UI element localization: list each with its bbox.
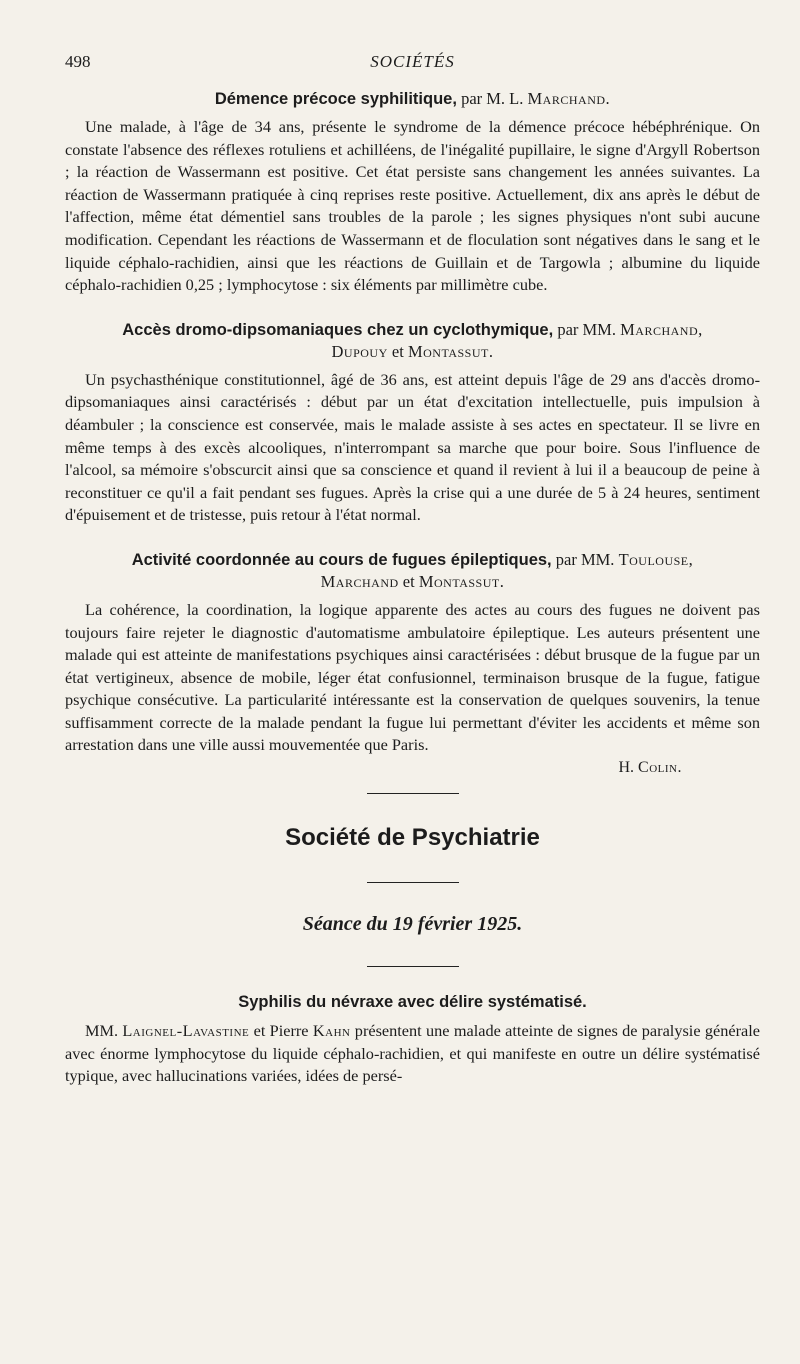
section-title-1-by: par M. L. [461, 89, 524, 108]
section-title-3-author-1: Toulouse, [618, 549, 694, 569]
society-title: Société de Psychiatrie [285, 824, 540, 852]
section-body-4-text: présentent une malade atteinte de signes de paralysie générale avec énorme lymphocytose du liquide céphalo-rachidien, et qui manifeste en outre un délire systématisé typique, avec hallucinations variées, idées de persé- [65, 1021, 761, 1086]
signature [65, 759, 682, 777]
signature-initial: H. [618, 759, 635, 777]
section-body-1: Une malade, à l'âge de 34 ans, présente le syndrome de la démence précoce hébéphrénique. On constate l'absence des réflexes rotuliens et achilléens, de l'inégalité pupillaire, le signe d'Argyll Robertson ; la réaction de Wassermann est positive. Cet état persiste sans changement les années suivantes. La réaction de Wassermann pratiquée à cinq reprises reste positive. Actuellement, dix ans après le début de l'affection, même état démentiel sans troubles de la parole ; les signes physiques n'ont subi aucune modification. Cependant les réactions de Wassermann et de floculation sont négatives dans le sang et le liquide céphalo-rachidien, ainsi que les réactions de Guillain et de Targowla ; albumine du liquide céphalo-rachidien 0,25 ; lymphocytose : six éléments par millimètre cube. [65, 117, 760, 295]
section-title-3-et: et [402, 571, 415, 591]
signature-name: Colin. [638, 759, 682, 777]
page-header [65, 52, 760, 74]
section-body-4-author-2: Kahn [312, 1021, 351, 1041]
section-title-4: Syphilis du névraxe avec délire systématisé. [238, 993, 587, 1012]
section-title-3-author-2: Marchand [320, 571, 399, 591]
page-content [65, 88, 760, 1088]
section-title-1-text: Démence précoce syphilitique, [214, 90, 457, 108]
session-date: Séance du 19 février 1925. [302, 913, 523, 936]
section-title-2-author-1: Marchand, [620, 319, 703, 339]
section-title-2 [65, 319, 760, 363]
section-title-1-authors: Marchand. [527, 89, 611, 108]
section-title-1 [65, 88, 760, 110]
section-title-3-by: par MM. [555, 549, 615, 569]
section-body-4-prefix: MM. [85, 1021, 119, 1041]
section-title-2-et: et [391, 341, 404, 361]
section-title-2-text: Accès dromo-dipsomaniaques chez un cyclothymique, [122, 320, 554, 339]
section-body-4 [65, 1020, 760, 1088]
section-title-2-author-2: Dupouy [331, 341, 388, 361]
section-title-2-by: par MM. [557, 319, 616, 339]
section-title-3-author-3: Montassut. [418, 571, 505, 591]
section-body-4-et: et Pierre [253, 1021, 309, 1041]
page-number: 498 [65, 52, 91, 71]
section-title-3-text: Activité coordonnée au cours de fugues épileptiques, [131, 550, 552, 569]
section-body-4-author-1: Laignel-Lavastine [122, 1021, 250, 1041]
running-head: SOCIÉTÉS [370, 52, 455, 71]
section-title-3 [65, 549, 760, 593]
section-title-2-author-3: Montassut. [407, 341, 494, 361]
section-body-3: La cohérence, la coordination, la logique apparente des actes au cours des fugues ne doivent pas toujours faire rejeter le diagnostic d'automatisme ambulatoire épileptique. Les auteurs présentent une malade qui est atteinte de manifestations psychiques ainsi caractérisées : début brusque de la fugue par un état vertigineux, absence de mobile, léger état confusionnel, terminaison brusque de la fugue, fatigue psychique consécutive. La particularité intéressante est la conservation de quelques souvenirs, la tenue suffisamment correcte de la malade pendant la fugue lui permettant d'éviter les accidents et même son arrestation dans une ville aussi mouvementée que Paris. [65, 599, 760, 755]
section-body-2: Un psychasthénique constitutionnel, âgé de 36 ans, est atteint depuis l'âge de 29 ans d'accès dromo-dipsomaniaques ainsi caractérisés : début par un état d'excitation intellectuelle, puis impulsion à déambuler ; la conscience est conservée, mais le malade assiste à ses actes en spectateur. Il se livre en même temps à des excès alcooliques, n'interrompant sa marche que pour boire. Sous l'influence de l'alcool, sa mémoire s'obscurcit ainsi que sa conscience et quand il revient à lui il a beaucoup de peine à reconstituer ce qu'il a fait pendant ses fugues. Après la crise qui a une durée de 5 à 24 heures, sentiment d'épuisement et de tristesse, puis retour à l'état normal. [65, 369, 760, 525]
